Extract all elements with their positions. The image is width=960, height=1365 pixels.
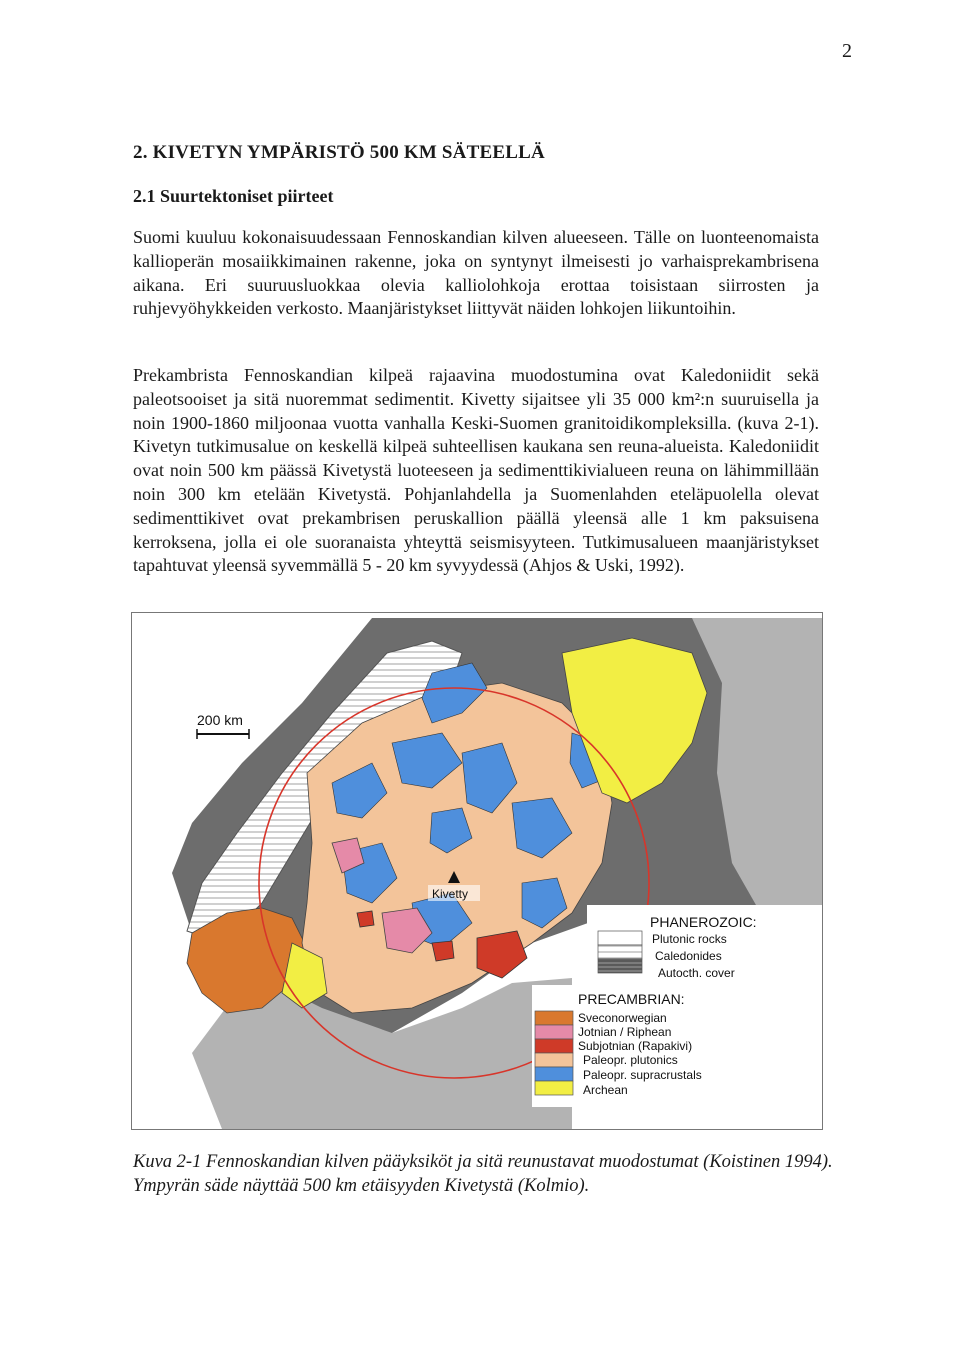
legend-rapakivi-label: Subjotnian (Rapakivi) xyxy=(578,1039,693,1053)
subsection-heading: 2.1 Suurtektoniset piirteet xyxy=(133,186,334,206)
legend-swatch-autocth xyxy=(598,959,642,973)
legend-plutonic-label: Plutonic rocks xyxy=(652,932,727,946)
figure-caption: Kuva 2-1 Fennoskandian kilven pääyksiköt ja sitä reunustavat muodostumat (Koistinen 1994). Ympyrän säde näyttää 500 km etäisyyden Kivetystä (Kolmio). xyxy=(133,1152,833,1196)
geologic-map-figure xyxy=(131,612,823,1130)
rapakivi-area-3 xyxy=(357,911,374,927)
legend-archean-label: Archean xyxy=(583,1083,628,1097)
paragraph-1: Suomi kuuluu kokonaisuudessaan Fennoskandian kilven alueeseen. Tälle on luonteenomaista kallioperän mosaiikkimainen rakenne, joka on syntynyt ilmeisesti jo varhaisprekambrisena aikana. Eri suuruusluokkaa olevia kalliolohkoja erottaa toisistaan siirrosten ja ruhjevyöhykkeiden verkosto. Maanjäristykset liittyvät näiden lohkojen liikuntoihin. xyxy=(133,227,819,319)
legend-swatch-caledonides xyxy=(598,945,642,959)
scale-bar-label: 200 km xyxy=(197,712,243,728)
legend-phanerozoic-title: PHANEROZOIC: xyxy=(650,914,757,930)
legend-swatch-archean xyxy=(535,1081,573,1095)
legend-swatch-sveconorwegian xyxy=(535,1011,573,1025)
legend-jotnian-label: Jotnian / Riphean xyxy=(578,1025,672,1039)
legend-swatch-jotnian xyxy=(535,1025,573,1039)
page-number: 2 xyxy=(842,40,852,62)
paragraph-2: Prekambrista Fennoskandian kilpeä rajaavina muodostumina ovat Kaledoniidit sekä paleotsooiset ja sitä nuoremmat sedimentit. Kivetty sijaitsee yli 35 000 km²:n suuruisella ja noin 1900-1860 miljoonaa vuotta vanhalla Keski-Suomen granitoidikompleksilla. (kuva 2-1). Kivetyn tutkimusalue on keskellä kilpeä suhteellisen kaukana sen reuna-alueista. Kaledoniidit ovat noin 500 km päässä Kivetystä luoteeseen ja sedimenttikivialueen reuna on lähimmillään noin 300 km etelään Kivetystä. Pohjanlahdella ja Suomenlahden eteläpuolella olevat sedimenttikivet ovat prekambrisen peruskallion päällä yleensä alle 1 km paksuisena kerroksena, jolla ei ole suoranaista yhteyttä seismisyyteen. Tutkimusalueen maanjäristykset tapahtuvat yleensä syvemmällä 5 - 20 km syvyydessä (Ahjos & Uski, 1992). xyxy=(133,365,819,576)
legend-sveconorwegian-label: Sveconorwegian xyxy=(578,1011,667,1025)
section-heading: 2. KIVETYN YMPÄRISTÖ 500 KM SÄTEELLÄ xyxy=(133,142,545,163)
legend-swatch-supracrustals xyxy=(535,1067,573,1081)
legend-swatch-rapakivi xyxy=(535,1039,573,1053)
legend-caledonides-label: Caledonides xyxy=(655,949,722,963)
legend-precambrian-title: PRECAMBRIAN: xyxy=(578,991,685,1007)
kivetty-label: Kivetty xyxy=(432,887,469,901)
legend-plutonics-label: Paleopr. plutonics xyxy=(583,1053,678,1067)
legend-swatch-plutonics xyxy=(535,1053,573,1067)
legend-autocth-label: Autocth. cover xyxy=(658,966,735,980)
legend-swatch-plutonic xyxy=(598,931,642,945)
legend-supracrustals-label: Paleopr. supracrustals xyxy=(583,1068,702,1082)
rapakivi-area-2 xyxy=(432,941,454,961)
geologic-map xyxy=(132,613,822,1129)
